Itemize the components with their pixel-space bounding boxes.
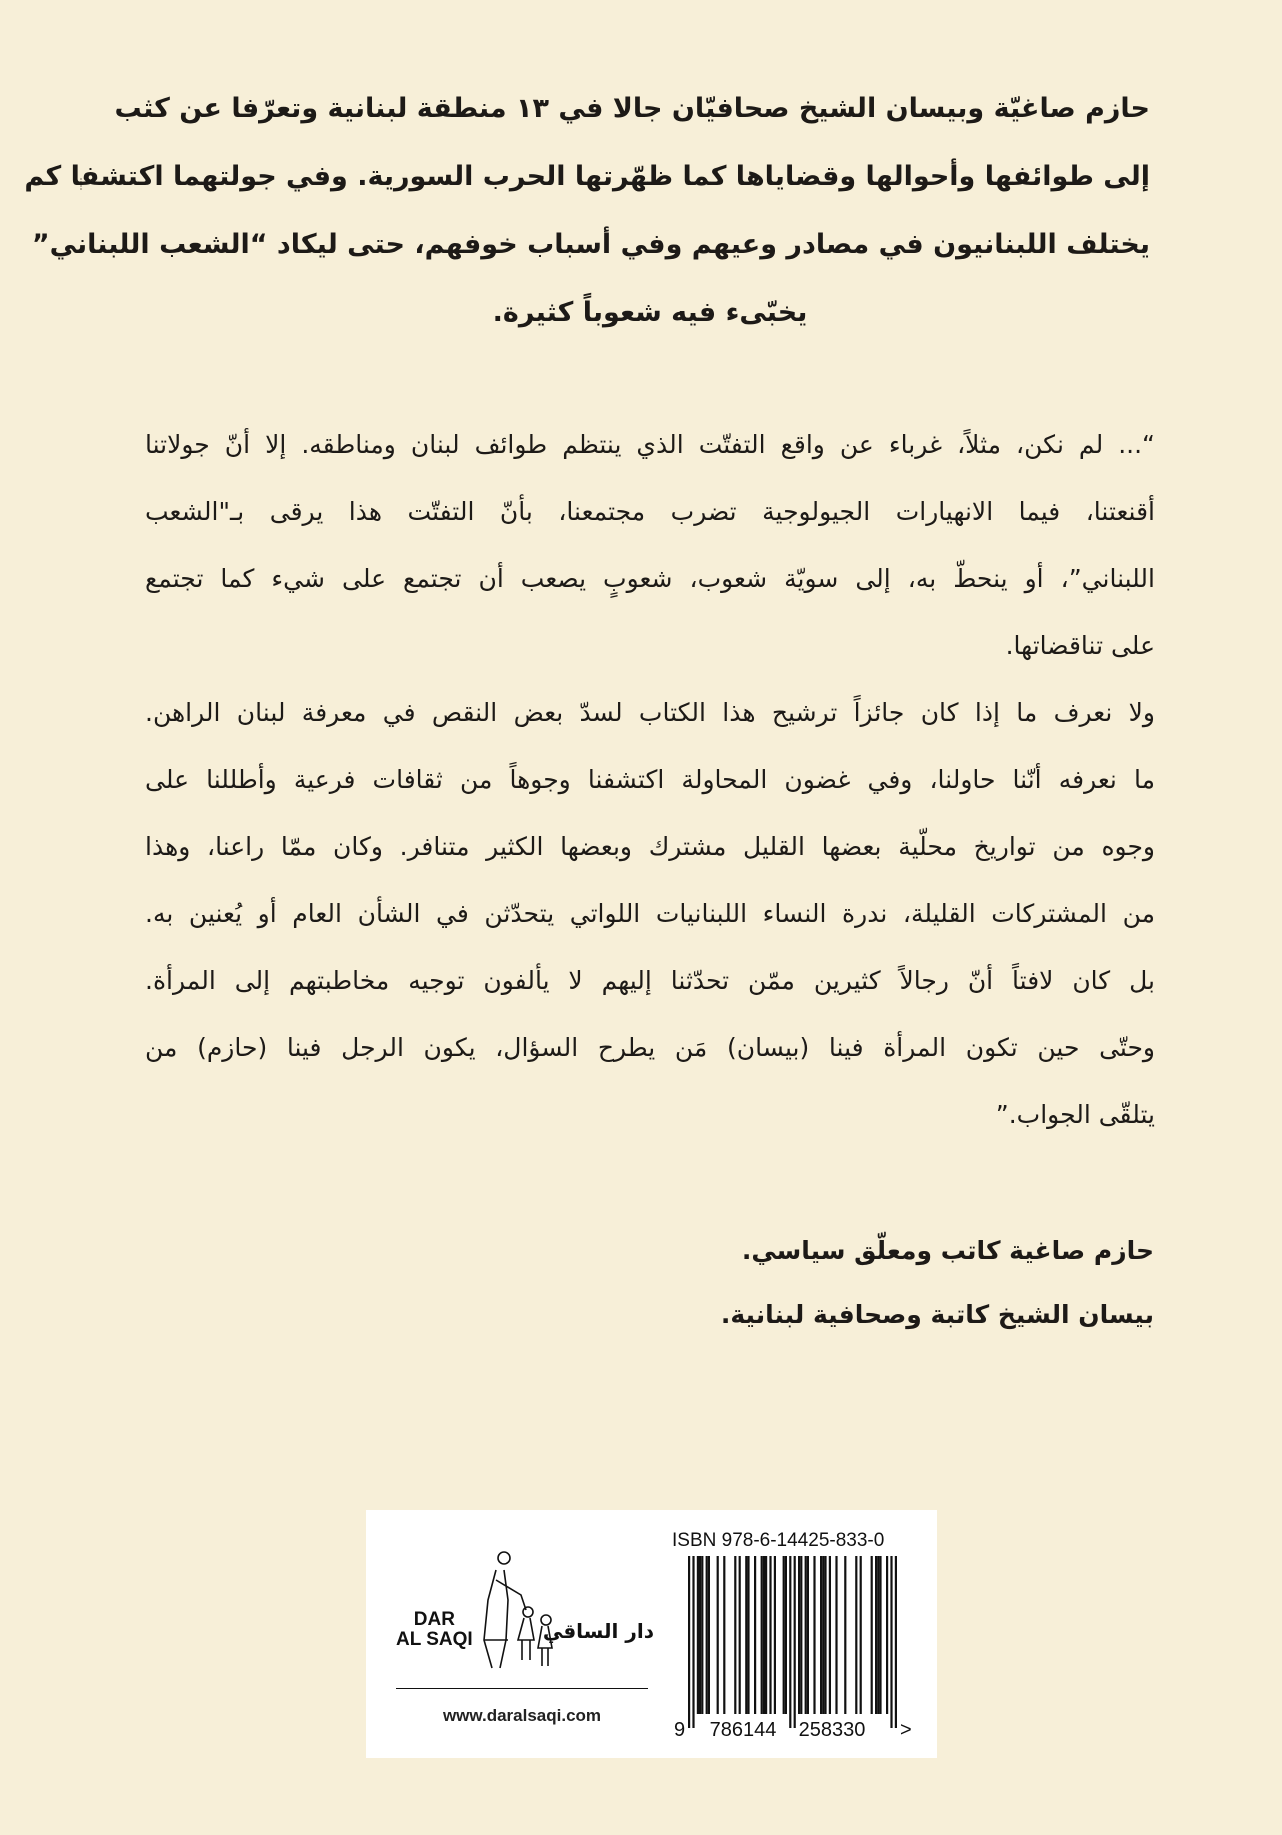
barcode-bar	[745, 1556, 747, 1714]
author-bio: بيسان الشيخ كاتبة وصحافية لبنانية.	[720, 1300, 1154, 1329]
barcode-bar	[798, 1556, 800, 1714]
barcode-bar	[855, 1556, 857, 1714]
quote-line: اللبناني”، أو ينحطّ به، إلى سويّة شعوب، شعوبٍ يصعب أن تجتمع على شيء كما تجتمع	[145, 564, 1155, 593]
quote-line: وجوه من تواريخ محلّية بعضها القليل مشترك وبعضها الكثير متنافر. وكان ممّا راعنا، وهذا	[145, 832, 1155, 861]
ean13-barcode	[672, 1556, 912, 1746]
publisher-barcode-label	[366, 1510, 937, 1758]
barcode-bar	[813, 1556, 815, 1714]
barcode-bar	[774, 1556, 776, 1714]
publisher-name-line: AL SAQI	[396, 1629, 473, 1650]
author-bios	[721, 1228, 1154, 1356]
barcode-bar	[789, 1556, 791, 1728]
publisher-website-link[interactable]: www.daralsaqi.com	[442, 1706, 602, 1725]
blurb	[24, 84, 1150, 356]
barcode-bar	[761, 1556, 763, 1714]
barcode-bar	[708, 1556, 710, 1714]
barcode-bar	[734, 1556, 736, 1714]
barcode-bar	[785, 1556, 787, 1714]
quote-line: من المشتركات القليلة، ندرة النساء اللبنانيات اللواتي يتحدّثن في الشأن العام أو يُعنين به.	[145, 899, 1155, 928]
isbn-label: ISBN 978-6-14425-833-0	[672, 1530, 885, 1551]
barcode-bar	[824, 1556, 826, 1714]
barcode-quiet-mark: >	[900, 1719, 912, 1741]
author-bio: حازم صاغية كاتب ومعلّق سياسي.	[741, 1236, 1154, 1265]
barcode-bar	[844, 1556, 846, 1714]
barcode-bar	[800, 1556, 802, 1714]
blurb-line: إلى طوائفها وأحوالها وقضاياها كما ظهّرتها الحرب السورية. وفي جولتهما اكتشفا كم	[24, 161, 1150, 192]
blurb-line: يختلف اللبنانيون في مصادر وعيهم وفي أسباب خوفهم، حتى ليكاد “الشعب اللبناني”	[31, 229, 1150, 260]
barcode-bar	[871, 1556, 873, 1714]
quote-line: “... لم نكن، مثلاً، غرباء عن واقع التفتّت الذي ينتظم طوائف لبنان ومناطقه. إلا أنّ جولاتنا	[145, 430, 1155, 459]
barcode-bar	[835, 1556, 837, 1714]
excerpt-quote	[145, 422, 1155, 1159]
barcode-first-digit: 9	[674, 1719, 686, 1741]
barcode-bar	[706, 1556, 708, 1714]
quote-line: ولا نعرف ما إذا كان جائزاً ترشيح هذا الكتاب لسدّ بعض النقص في معرفة لبنان الراهن.	[145, 698, 1155, 727]
barcode-bar	[829, 1556, 831, 1714]
barcode-bar	[875, 1556, 877, 1714]
quote-line: ما نعرفه أنّنا حاولنا، وفي غضون المحاولة اكتشفنا وجوهاً من ثقافات فرعية وأطللنا على	[145, 765, 1155, 794]
divider	[396, 1688, 648, 1689]
barcode-left-digits: 786144	[709, 1719, 777, 1741]
barcode-bar	[890, 1556, 892, 1728]
quote-line: أقنعتنا، فيما الانهيارات الجيولوجية تضرب مجتمعنا، بأنّ التفتّت هذا يرقى بـ"الشعب	[145, 497, 1155, 526]
publisher-name-ar: دار الساقي	[542, 1619, 654, 1643]
barcode-bar	[692, 1556, 694, 1728]
barcode-right-digits: 258330	[798, 1719, 866, 1741]
barcode-bar	[723, 1556, 725, 1714]
barcode-bar	[783, 1556, 785, 1714]
barcode-bar	[895, 1556, 897, 1728]
barcode-bar	[697, 1556, 699, 1714]
quote-line: على تناقضاتها.	[1005, 631, 1155, 660]
barcode-bar	[794, 1556, 796, 1728]
barcode-bar	[754, 1556, 756, 1714]
barcode-bar	[769, 1556, 771, 1714]
quote-line: يتلقّى الجواب.”	[995, 1100, 1155, 1129]
barcode-bar	[879, 1556, 881, 1714]
barcode-bar	[699, 1556, 701, 1714]
barcode-bar	[822, 1556, 824, 1714]
barcode-bar	[860, 1556, 862, 1714]
blurb-line: يخبّىء فيه شعوباً كثيرة.	[492, 297, 808, 328]
barcode-bar	[805, 1556, 807, 1714]
barcode-bar	[765, 1556, 767, 1714]
quote-line: وحتّى حين تكون المرأة فينا (بيسان) مَن يطرح السؤال، يكون الرجل فينا (حازم) من	[145, 1033, 1155, 1062]
barcode-bar	[747, 1556, 749, 1714]
publisher-logo	[396, 1540, 656, 1670]
publisher-name-line: DAR	[413, 1609, 455, 1630]
quote-line: بل كان لافتاً أنّ رجالاً كثيرين ممّن تحدّثنا إليهم لا يألفون توجيه مخاطبتهم إلى المرأة.	[145, 966, 1155, 995]
barcode-bar	[701, 1556, 703, 1714]
barcode-bar	[877, 1556, 879, 1714]
barcode-bar	[807, 1556, 809, 1714]
saqi-figures-icon	[396, 1540, 558, 1670]
barcode-bar	[739, 1556, 741, 1714]
barcode-bar	[886, 1556, 888, 1714]
barcode-bar	[820, 1556, 822, 1714]
blurb-line: حازم صاغيّة وبيسان الشيخ صحافيّان جالا في ١٣ منطقة لبنانية وتعرّفا عن كثب	[114, 93, 1150, 124]
barcode-bar	[763, 1556, 765, 1714]
barcode-bar	[717, 1556, 719, 1714]
barcode-bar	[688, 1556, 690, 1728]
